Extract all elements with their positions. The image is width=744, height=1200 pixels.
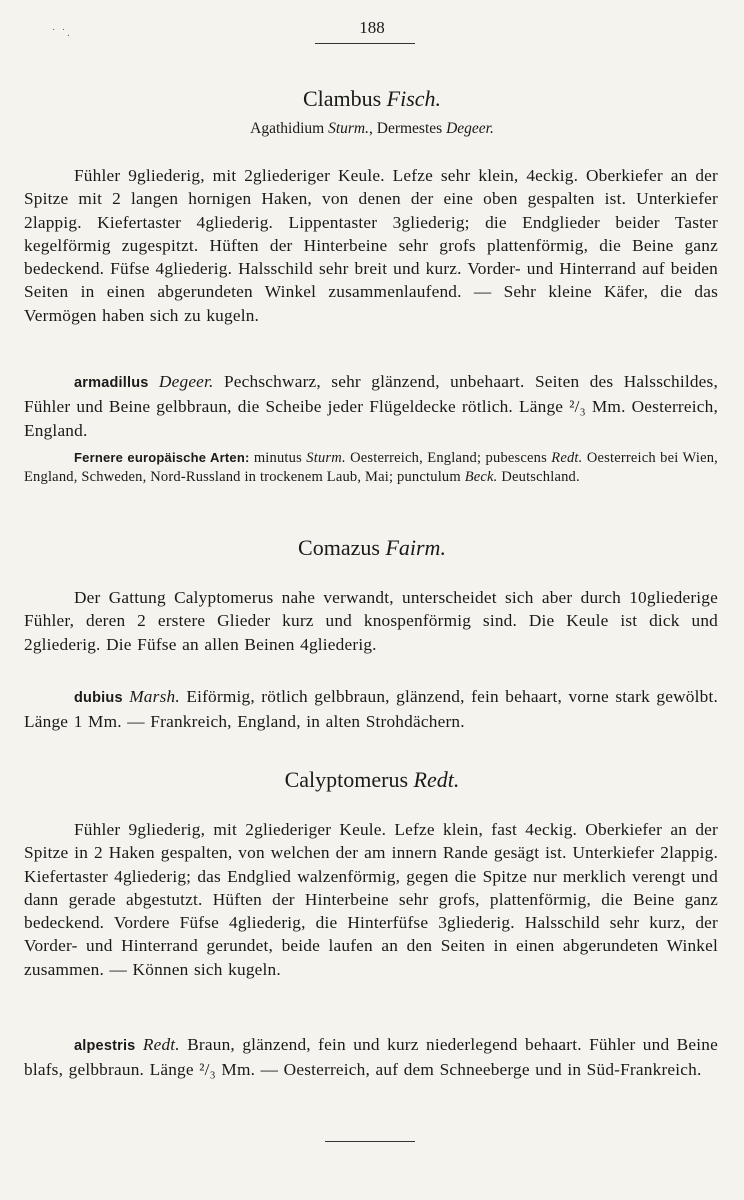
species-name: punctulum bbox=[397, 468, 461, 485]
species-entry bbox=[24, 1033, 718, 1082]
further-label: Fernere europäische Arten: bbox=[74, 450, 250, 465]
genus-heading-comazus bbox=[0, 535, 744, 561]
genus-author: Redt. bbox=[413, 767, 460, 792]
genus-heading-clambus bbox=[0, 86, 744, 112]
species-text: Braun, glänzend, fein und kurz niederlegend behaart. Fühler und Beine blafs, gelbbraun. Länge ²/₃ Mm. — Oesterreich, auf dem Schneeberge und in Süd-Frankreich. bbox=[24, 1035, 718, 1080]
species-name: minutus bbox=[253, 450, 302, 466]
header-rule bbox=[315, 43, 415, 44]
synonym-genus: , Dermestes bbox=[369, 120, 443, 137]
print-specks: ˙ ˙. bbox=[52, 28, 72, 39]
genus-name: Comazus bbox=[298, 535, 380, 560]
genus-author: Fairm. bbox=[385, 535, 446, 560]
species-author: Marsh. bbox=[129, 687, 180, 706]
species-author: Sturm. bbox=[306, 450, 346, 466]
species-name: alpestris bbox=[74, 1038, 136, 1054]
species-author: Redt. bbox=[551, 450, 583, 466]
species-text: Pechschwarz, sehr glänzend, unbehaart. Seiten des Halsschildes, Fühler und Beine gelbbraun, die Scheibe jeder Flügeldecke rötlich. Länge ²/₃ Mm. Oesterreich, England. bbox=[24, 372, 719, 440]
species-text: Oesterreich bei Wien, England, Schweden, Nord-Russland in trockenem Laub, Mai; bbox=[24, 450, 718, 485]
genus-name: Clambus bbox=[302, 86, 382, 111]
footer-rule bbox=[325, 1141, 415, 1142]
genus-description: Der Gattung Calyptomerus nahe verwandt, unterscheidet sich aber durch 10gliederige Fühler, deren 2 erstere Glieder kurz und knospenförmig sind. Die Keule ist dick und 2gliederig. Die Füfse an allen Beinen 4gliederig. bbox=[24, 588, 718, 654]
further-species bbox=[24, 449, 718, 486]
page-number: 188 bbox=[359, 18, 385, 37]
genus-description: Fühler 9gliederig, mit 2gliederiger Keule. Lefze klein, fast 4eckig. Oberkiefer an der Spitze in 2 Haken gespalten, von welchen der am innern Rande gesägt ist. Unterkiefer 2lappig. Kiefertaster 4gliederig; das Endglied walzenförmig, gegen die Spitze nur merklich verengt und dann gerade abgestutzt. Hüften der Hinterbeine sehr grofs, plattenförmig, die Beine ganz bedeckend. Vordere Füfse 4gliederig, die Hinterfüfse 3gliederig. Halsschild sehr kurz, der Vorder- und Hinterrand gerundet, beide laufen an den Seiten in einen abgerundeten Winkel zusammen. — Können sich kugeln. bbox=[24, 820, 718, 979]
species-name: armadillus bbox=[74, 375, 149, 391]
species-author: Beck. bbox=[464, 468, 498, 485]
species-entry bbox=[24, 685, 718, 734]
genus-name: Calyptomerus bbox=[284, 767, 409, 792]
genus-heading-calyptomerus bbox=[0, 767, 744, 793]
genus-author: Fisch. bbox=[386, 86, 442, 111]
species-name: pubescens bbox=[485, 450, 547, 466]
species-text: Oesterreich, England; bbox=[350, 450, 482, 466]
species-name: dubius bbox=[74, 690, 123, 706]
genus-description: Fühler 9gliederig, mit 2gliederiger Keule. Lefze sehr klein, 4eckig. Oberkiefer an der Spitze mit 2 langen hornigen Haken, von denen der eine oben gespalten ist. Unterkiefer 2lappig. Kiefertaster 4gliederig. Lippentaster 3gliederig; die Endglieder beider Taster kegelförmig zugespitzt. Hüften der Hinterbeine sehr grofs plattenförmig, die Beine ganz bedeckend. Füfse 4gliederig. Halsschild sehr breit und kurz. Vorder- und Hinterrand auf beiden Seiten in einen abgerundeten Winkel zusammenlaufend. — Sehr kleine Käfer, die das Vermögen haben sich zu kugeln. bbox=[24, 166, 718, 325]
species-text: Deutschland. bbox=[501, 468, 580, 485]
species-text: Eiförmig, rötlich gelbbraun, glänzend, fein behaart, vorne stark gewölbt. Länge 1 Mm. — Frankreich, England, in alten Strohdächern. bbox=[24, 687, 718, 732]
species-author: Redt. bbox=[142, 1035, 180, 1054]
synonym-author: Sturm. bbox=[328, 120, 370, 137]
synonym-author: Degeer. bbox=[446, 120, 494, 137]
synonyms-line bbox=[0, 120, 744, 138]
species-author: Degeer. bbox=[158, 372, 214, 391]
species-entry bbox=[24, 370, 718, 442]
synonym-genus: Agathidium bbox=[250, 120, 325, 137]
